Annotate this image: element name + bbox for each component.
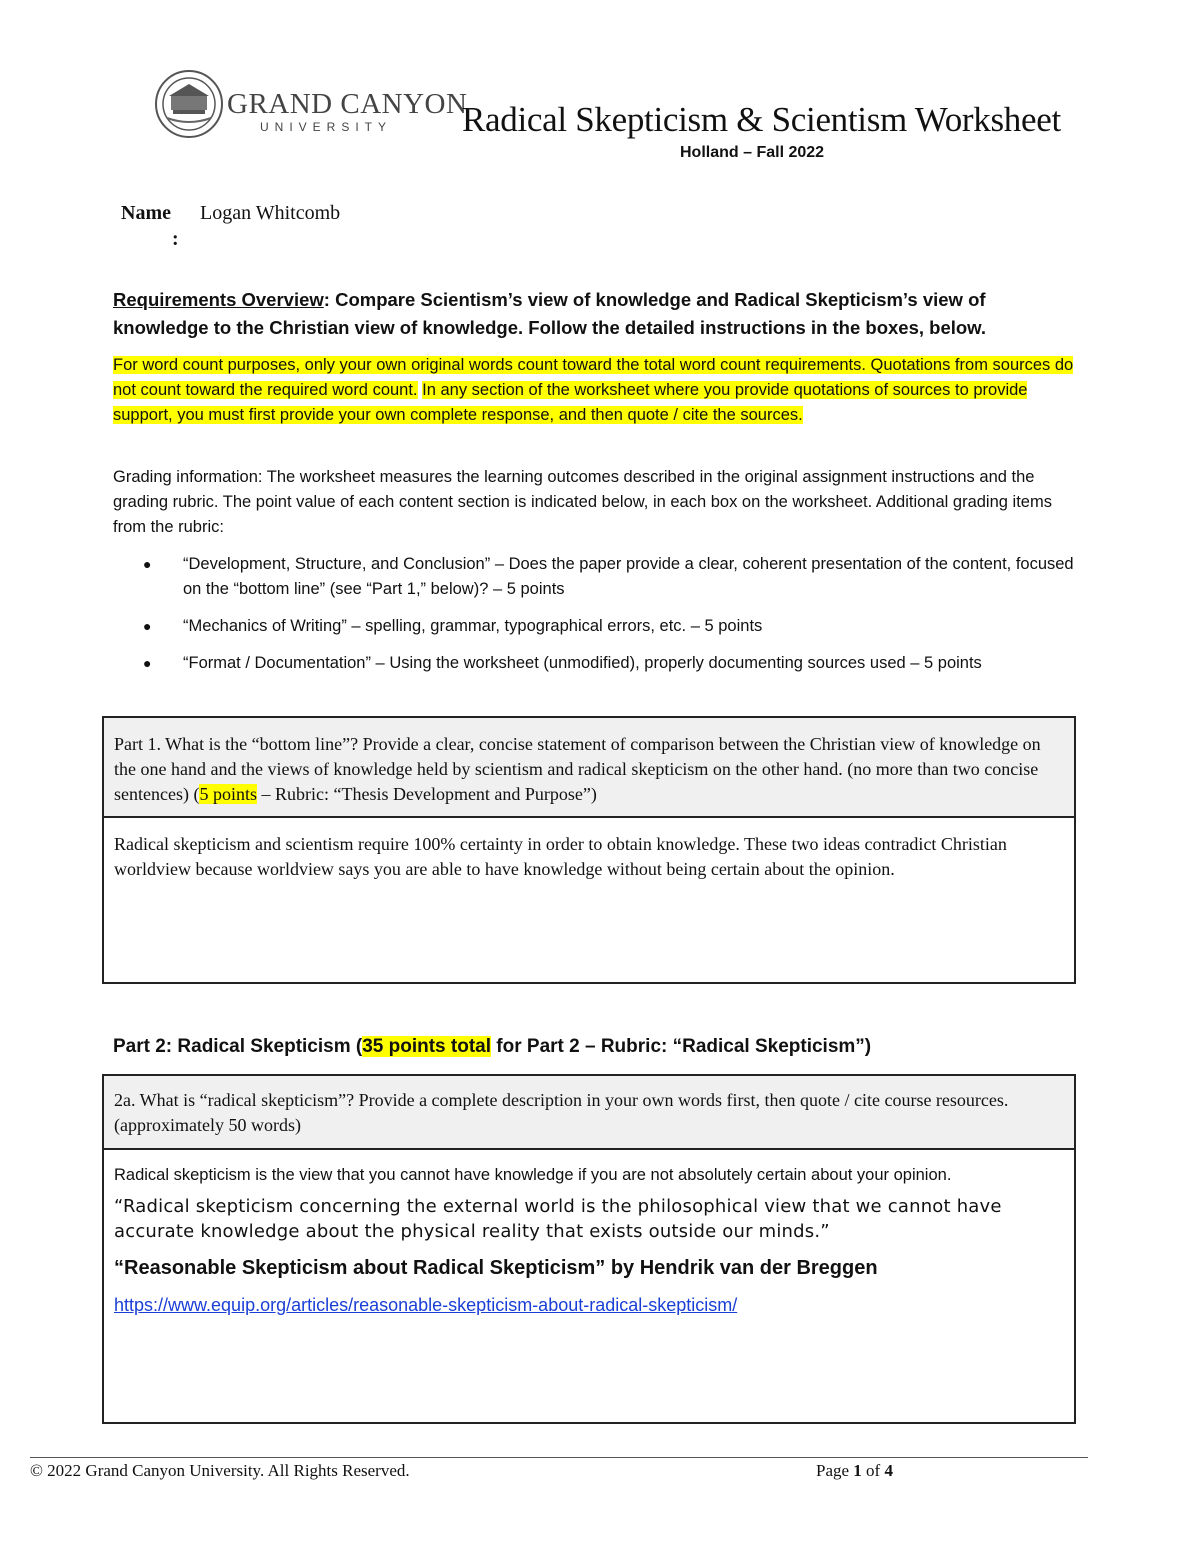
page-of: of <box>861 1461 885 1480</box>
list-item <box>113 552 1083 602</box>
list-item <box>113 651 1083 701</box>
part2-title-tail: for Part 2 – Rubric: “Radical Skepticism”) <box>491 1036 872 1057</box>
part2-points: 35 points total <box>362 1036 492 1057</box>
part1-box <box>102 716 1076 984</box>
name-colon: : <box>172 228 179 250</box>
requirements-overview <box>113 286 1083 342</box>
page-total: 4 <box>884 1461 893 1480</box>
list-item <box>113 614 1083 639</box>
bullet-icon: ● <box>143 618 152 634</box>
part1-question <box>104 718 1074 818</box>
part2-title <box>113 1036 871 1058</box>
page-label: Page <box>816 1461 854 1480</box>
bullet-text: “Development, Structure, and Conclusion” – Does the paper provide a clear, coherent presentation of the content, focused on the “bottom line” (see “Part 1,” below)? – 5 points <box>183 555 1074 598</box>
part1-answer[interactable]: Radical skepticism and scientism require 100% certainty in order to obtain knowledge. These two ideas contradict Christian worldview because worldview says you are able to have knowledge without being certain about the opinion. <box>114 834 1007 879</box>
footer-copyright: © 2022 Grand Canyon University. All Rights Reserved. <box>30 1461 410 1480</box>
logo-wordmark: GRAND CANYON <box>227 88 468 120</box>
part1-points: 5 points <box>199 784 257 804</box>
page-current: 1 <box>853 1461 862 1480</box>
document-subtitle: Holland – Fall 2022 <box>680 144 825 161</box>
bullet-text: “Mechanics of Writing” – spelling, grammar, typographical errors, etc. – 5 points <box>183 617 763 635</box>
name-label: Name <box>121 202 171 224</box>
part1-question-tail: – Rubric: “Thesis Development and Purpose”) <box>256 784 597 804</box>
part2a-answer[interactable] <box>104 1150 1074 1318</box>
part2a-box <box>102 1074 1076 1424</box>
bullet-icon: ● <box>143 655 152 671</box>
part1-question-text: Part 1. What is the “bottom line”? Provide a clear, concise statement of comparison between the Christian view of knowledge on the one hand and the views of knowledge held by scientism and radical skepticism on the other hand. (no more than two concise sentences) ( <box>114 734 1041 804</box>
name-value: Logan Whitcomb <box>200 202 341 224</box>
grading-information: Grading information: The worksheet measures the learning outcomes described in the original assignment instructions and the grading rubric. The point value of each content section is indicated below, in each box on the worksheet. Additional grading items from the rubric: <box>113 468 1052 536</box>
logo-subtext: UNIVERSITY <box>260 120 393 134</box>
answer-text: Radical skepticism is the view that you cannot have knowledge if you are not absolutely certain about your opinion. <box>114 1166 952 1184</box>
requirements-text: : Compare Scientism’s view of knowledge and Radical Skepticism’s view of knowledge to the Christian view of knowledge. Follow the detailed instructions in the boxes, below. <box>113 289 987 338</box>
highlight-text-2: In any section of the worksheet where you provide quotations of sources to provide support, you must first provide your own complete response, and then quote / cite the sources. <box>113 381 1028 424</box>
highlight-text-1: For word count purposes, only your own original words count toward the total word count requirements. Quotations from sources do not count toward the required word count. <box>113 356 1074 399</box>
bullet-text: “Format / Documentation” – Using the worksheet (unmodified), properly documenting sources used – 5 points <box>183 654 982 672</box>
part2a-question: 2a. What is “radical skepticism”? Provide a complete description in your own words first, then quote / cite course resources. (approximately 50 words) <box>104 1076 1074 1150</box>
footer-divider <box>30 1457 1088 1458</box>
word-count-note <box>113 353 1083 428</box>
requirements-label: Requirements Overview <box>113 289 324 310</box>
page-number <box>816 1461 893 1481</box>
university-logo <box>153 68 468 140</box>
part2-title-text: Part 2: Radical Skepticism ( <box>113 1036 363 1057</box>
source-link[interactable]: https://www.equip.org/articles/reasonable-skepticism-about-radical-skepticism/ <box>114 1295 738 1315</box>
quote-source: “Reasonable Skepticism about Radical Skepticism” by Hendrik van der Breggen <box>114 1257 878 1279</box>
bullet-icon: ● <box>143 556 152 572</box>
document-title: Radical Skepticism & Scientism Worksheet <box>462 100 1061 139</box>
answer-quote: “Radical skepticism concerning the external world is the philosophical view that we cannot have accurate knowledge about the physical reality that exists outside our minds.” <box>114 1196 1002 1242</box>
